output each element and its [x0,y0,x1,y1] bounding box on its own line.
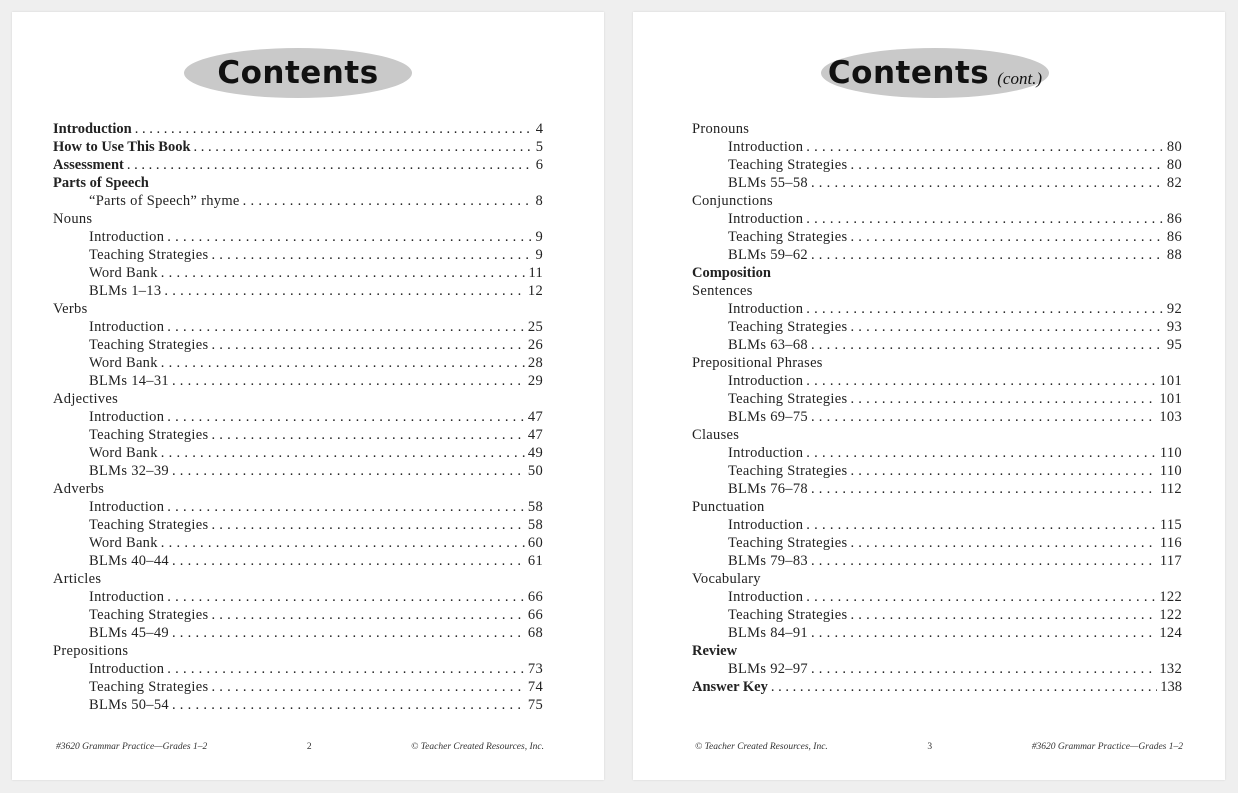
dot-leader [211,246,532,264]
toc-entry-page: 47 [527,409,543,425]
toc-entry [692,498,1182,516]
toc-entry-label: Teaching Strategies [728,319,848,335]
toc-entry-label: Teaching Strategies [728,463,848,479]
toc-entry-label: BLMs 79–83 [728,553,808,569]
dot-leader [211,426,524,444]
dot-leader [211,606,524,624]
toc-entry [53,588,543,606]
toc-entry [692,264,1182,282]
toc-entry [53,552,543,570]
dot-leader [243,192,533,210]
toc-entry [53,534,543,552]
toc-entry-page: 47 [527,427,543,443]
toc-entry-label: Introduction [89,319,165,335]
toc-entry [53,120,543,138]
toc-entry-page: 50 [527,463,543,479]
toc-entry [692,138,1182,156]
toc-entry [53,642,543,660]
toc-entry-page: 12 [527,283,543,299]
toc-entry-label: Nouns [53,211,93,227]
toc-entry [53,462,543,480]
footer-book-title: #3620 Grammar Practice—Grades 1–2 [1031,742,1183,752]
page-title: Contents [827,55,990,91]
toc-entry-label: Conjunctions [692,193,773,209]
dot-leader [850,318,1163,336]
dot-leader [167,318,525,336]
toc-entry-page: 117 [1159,553,1182,569]
toc-entry-label: “Parts of Speech” rhyme [89,193,240,209]
toc-entry-label: Introduction [728,589,804,605]
dot-leader [806,516,1157,534]
toc-entry [692,336,1182,354]
toc-entry-label: Teaching Strategies [728,229,848,245]
toc-entry-page: 11 [528,265,543,281]
toc-entry [692,156,1182,174]
toc-entry-page: 138 [1160,679,1182,695]
toc-entry-label: BLMs 76–78 [728,481,808,497]
toc-entry [53,660,543,678]
dot-leader [167,408,525,426]
toc-entry [692,372,1182,390]
toc-entry-label: BLMs 63–68 [728,337,808,353]
toc-entry-label: BLMs 69–75 [728,409,808,425]
dot-leader [161,534,525,552]
toc-entry [692,570,1182,588]
toc-entry-page: 93 [1166,319,1182,335]
right-page [633,12,1225,780]
toc-entry-page: 26 [527,337,543,353]
dot-leader [811,408,1156,426]
toc-entry-page: 95 [1166,337,1182,353]
toc-entry-label: Punctuation [692,499,765,515]
toc-entry-page: 101 [1159,373,1182,389]
toc-entry-page: 82 [1166,175,1182,191]
toc-entry [692,318,1182,336]
toc-entry [53,390,543,408]
toc-entry-page: 124 [1159,625,1182,641]
dot-leader [172,462,525,480]
toc-entry-label: Teaching Strategies [89,427,209,443]
toc-entry-label: Word Bank [89,535,158,551]
footer-publisher: © Teacher Created Resources, Inc. [411,742,544,752]
toc-entry [692,534,1182,552]
dot-leader [806,588,1156,606]
dot-leader [172,624,525,642]
toc-entry [53,624,543,642]
toc-entry-page: 66 [527,607,543,623]
dot-leader [167,228,532,246]
toc-entry-label: Teaching Strategies [728,607,848,623]
toc-entry [53,156,543,174]
toc-entry-label: BLMs 59–62 [728,247,808,263]
toc-entry [53,210,543,228]
toc-entry [53,480,543,498]
toc-entry-page: 9 [535,247,543,263]
toc-entry-page: 74 [527,679,543,695]
dot-leader [850,534,1156,552]
dot-leader [161,354,525,372]
contents-title-oval [184,48,412,98]
toc-entry-page: 103 [1159,409,1182,425]
toc-entry-label: BLMs 14–31 [89,373,169,389]
toc-entry-label: Word Bank [89,355,158,371]
toc-entry-page: 6 [535,157,543,173]
toc-entry-page: 61 [527,553,543,569]
toc-entry-label: Prepositional Phrases [692,355,823,371]
dot-leader [806,300,1164,318]
dot-leader [167,588,525,606]
toc-entry-label: Parts of Speech [53,175,149,191]
toc-entry [53,444,543,462]
toc-entry-label: BLMs 92–97 [728,661,808,677]
dot-leader [811,174,1164,192]
toc-entry [53,300,543,318]
dot-leader [167,498,525,516]
toc-entry-label: Introduction [89,409,165,425]
toc-entry-page: 8 [535,193,543,209]
toc-entry-page: 101 [1159,391,1182,407]
toc-entry-page: 68 [527,625,543,641]
toc-entry-page: 29 [527,373,543,389]
toc-entry-label: Verbs [53,301,88,317]
dot-leader [806,210,1164,228]
dot-leader [135,120,533,138]
toc-entry [53,696,543,714]
toc-entry [692,516,1182,534]
toc-entry-page: 80 [1166,139,1182,155]
dot-leader [811,246,1164,264]
toc-entry-page: 115 [1159,517,1182,533]
toc-entry-label: Word Bank [89,265,158,281]
toc-entry-page: 80 [1166,157,1182,173]
dot-leader [806,372,1156,390]
toc-entry-label: BLMs 50–54 [89,697,169,713]
toc-entry [53,606,543,624]
dot-leader [161,444,525,462]
toc-entry-label: Introduction [728,373,804,389]
toc-entry-label: BLMs 1–13 [89,283,162,299]
toc-entry-label: Teaching Strategies [728,157,848,173]
toc-entry-label: BLMs 40–44 [89,553,169,569]
toc-entry-label: BLMs 84–91 [728,625,808,641]
toc-entry-label: Word Bank [89,445,158,461]
toc-entry [692,588,1182,606]
dot-leader [771,678,1157,696]
toc-entry [53,408,543,426]
toc-entry-page: 110 [1159,463,1182,479]
dot-leader [806,444,1157,462]
dot-leader [811,660,1156,678]
dot-leader [127,156,533,174]
table-of-contents [692,120,1182,696]
toc-entry [692,192,1182,210]
toc-entry [692,624,1182,642]
toc-entry [692,390,1182,408]
toc-entry-label: Teaching Strategies [89,679,209,695]
dot-leader [161,264,526,282]
toc-entry [692,354,1182,372]
toc-entry-page: 88 [1166,247,1182,263]
toc-entry-label: Teaching Strategies [89,337,209,353]
toc-entry-page: 25 [527,319,543,335]
page-footer [695,742,1183,752]
toc-entry [692,174,1182,192]
toc-entry [53,570,543,588]
dot-leader [211,336,524,354]
toc-entry-label: BLMs 55–58 [728,175,808,191]
toc-entry [692,228,1182,246]
toc-entry [53,498,543,516]
dot-leader [850,390,1156,408]
dot-leader [850,228,1163,246]
toc-entry [692,246,1182,264]
toc-entry-page: 9 [535,229,543,245]
page-number: 2 [306,742,312,752]
toc-entry-page: 116 [1159,535,1182,551]
toc-entry [692,210,1182,228]
toc-entry [692,462,1182,480]
toc-entry [692,660,1182,678]
toc-entry-label: BLMs 32–39 [89,463,169,479]
title-suffix: (cont.) [997,69,1043,88]
toc-entry-label: Prepositions [53,643,129,659]
toc-entry-label: Clauses [692,427,740,443]
toc-entry [692,480,1182,498]
toc-entry-page: 122 [1159,607,1182,623]
dot-leader [211,678,524,696]
toc-entry-page: 110 [1159,445,1182,461]
toc-entry-label: BLMs 45–49 [89,625,169,641]
toc-entry-page: 122 [1159,589,1182,605]
toc-entry-page: 132 [1159,661,1182,677]
dot-leader [850,462,1156,480]
toc-entry [53,174,543,192]
toc-entry-page: 86 [1166,229,1182,245]
left-page [12,12,604,780]
toc-entry-page: 5 [535,139,543,155]
dot-leader [172,372,525,390]
table-of-contents [53,120,543,714]
toc-entry-page: 75 [527,697,543,713]
toc-entry [53,318,543,336]
toc-entry-page: 28 [527,355,543,371]
dot-leader [811,336,1164,354]
toc-entry-label: Review [692,643,738,659]
toc-entry-label: Introduction [728,517,804,533]
toc-entry-label: Vocabulary [692,571,761,587]
dot-leader [194,138,533,156]
toc-entry-page: 60 [527,535,543,551]
toc-entry-label: Introduction [728,301,804,317]
toc-entry [692,282,1182,300]
page-title: Contents [217,55,379,91]
dot-leader [850,156,1163,174]
toc-entry-page: 58 [527,517,543,533]
toc-entry [53,372,543,390]
toc-entry-label: Adverbs [53,481,105,497]
toc-entry [692,642,1182,660]
toc-entry [53,354,543,372]
contents-title-oval [821,48,1049,98]
dot-leader [850,606,1156,624]
toc-entry-label: Sentences [692,283,753,299]
toc-entry-label: Answer Key [692,679,768,695]
dot-leader [811,552,1157,570]
toc-entry-label: Articles [53,571,102,587]
toc-entry [53,138,543,156]
toc-entry-label: Pronouns [692,121,750,137]
footer-publisher: © Teacher Created Resources, Inc. [695,742,828,752]
toc-entry-page: 58 [527,499,543,515]
toc-entry [692,678,1182,696]
toc-entry-label: How to Use This Book [53,139,191,155]
toc-entry-label: Teaching Strategies [728,391,848,407]
toc-entry-page: 92 [1166,301,1182,317]
toc-entry [692,606,1182,624]
toc-entry-label: Teaching Strategies [89,607,209,623]
toc-entry-label: Assessment [53,157,124,173]
toc-entry-label: Teaching Strategies [89,517,209,533]
toc-entry-page: 86 [1166,211,1182,227]
toc-entry-page: 73 [527,661,543,677]
page-number: 3 [927,742,933,752]
toc-entry [692,408,1182,426]
toc-entry-label: Teaching Strategies [89,247,209,263]
toc-entry-label: Adjectives [53,391,119,407]
dot-leader [167,660,525,678]
toc-entry [53,516,543,534]
toc-entry-label: Composition [692,265,771,281]
toc-entry [692,426,1182,444]
toc-entry-label: Introduction [728,139,804,155]
toc-entry [692,300,1182,318]
toc-entry [692,444,1182,462]
toc-entry [53,264,543,282]
toc-entry [692,120,1182,138]
toc-entry [53,426,543,444]
toc-entry-label: Introduction [53,121,132,137]
page-footer [56,742,544,752]
toc-entry [53,282,543,300]
toc-entry-page: 49 [527,445,543,461]
toc-entry-label: Introduction [89,661,165,677]
dot-leader [164,282,525,300]
toc-entry-label: Introduction [728,445,804,461]
toc-entry-page: 4 [535,121,543,137]
toc-entry-page: 66 [527,589,543,605]
dot-leader [811,624,1156,642]
dot-leader [806,138,1164,156]
toc-entry [53,246,543,264]
toc-entry-label: Introduction [89,589,165,605]
toc-entry-page: 112 [1159,481,1182,497]
dot-leader [811,480,1157,498]
toc-entry-label: Teaching Strategies [728,535,848,551]
toc-entry [53,678,543,696]
toc-entry [53,336,543,354]
toc-entry-label: Introduction [89,229,165,245]
footer-book-title: #3620 Grammar Practice—Grades 1–2 [56,742,208,752]
toc-entry [53,192,543,210]
dot-leader [172,696,525,714]
toc-entry-label: Introduction [89,499,165,515]
toc-entry-label: Introduction [728,211,804,227]
dot-leader [211,516,524,534]
toc-entry [53,228,543,246]
dot-leader [172,552,525,570]
toc-entry [692,552,1182,570]
